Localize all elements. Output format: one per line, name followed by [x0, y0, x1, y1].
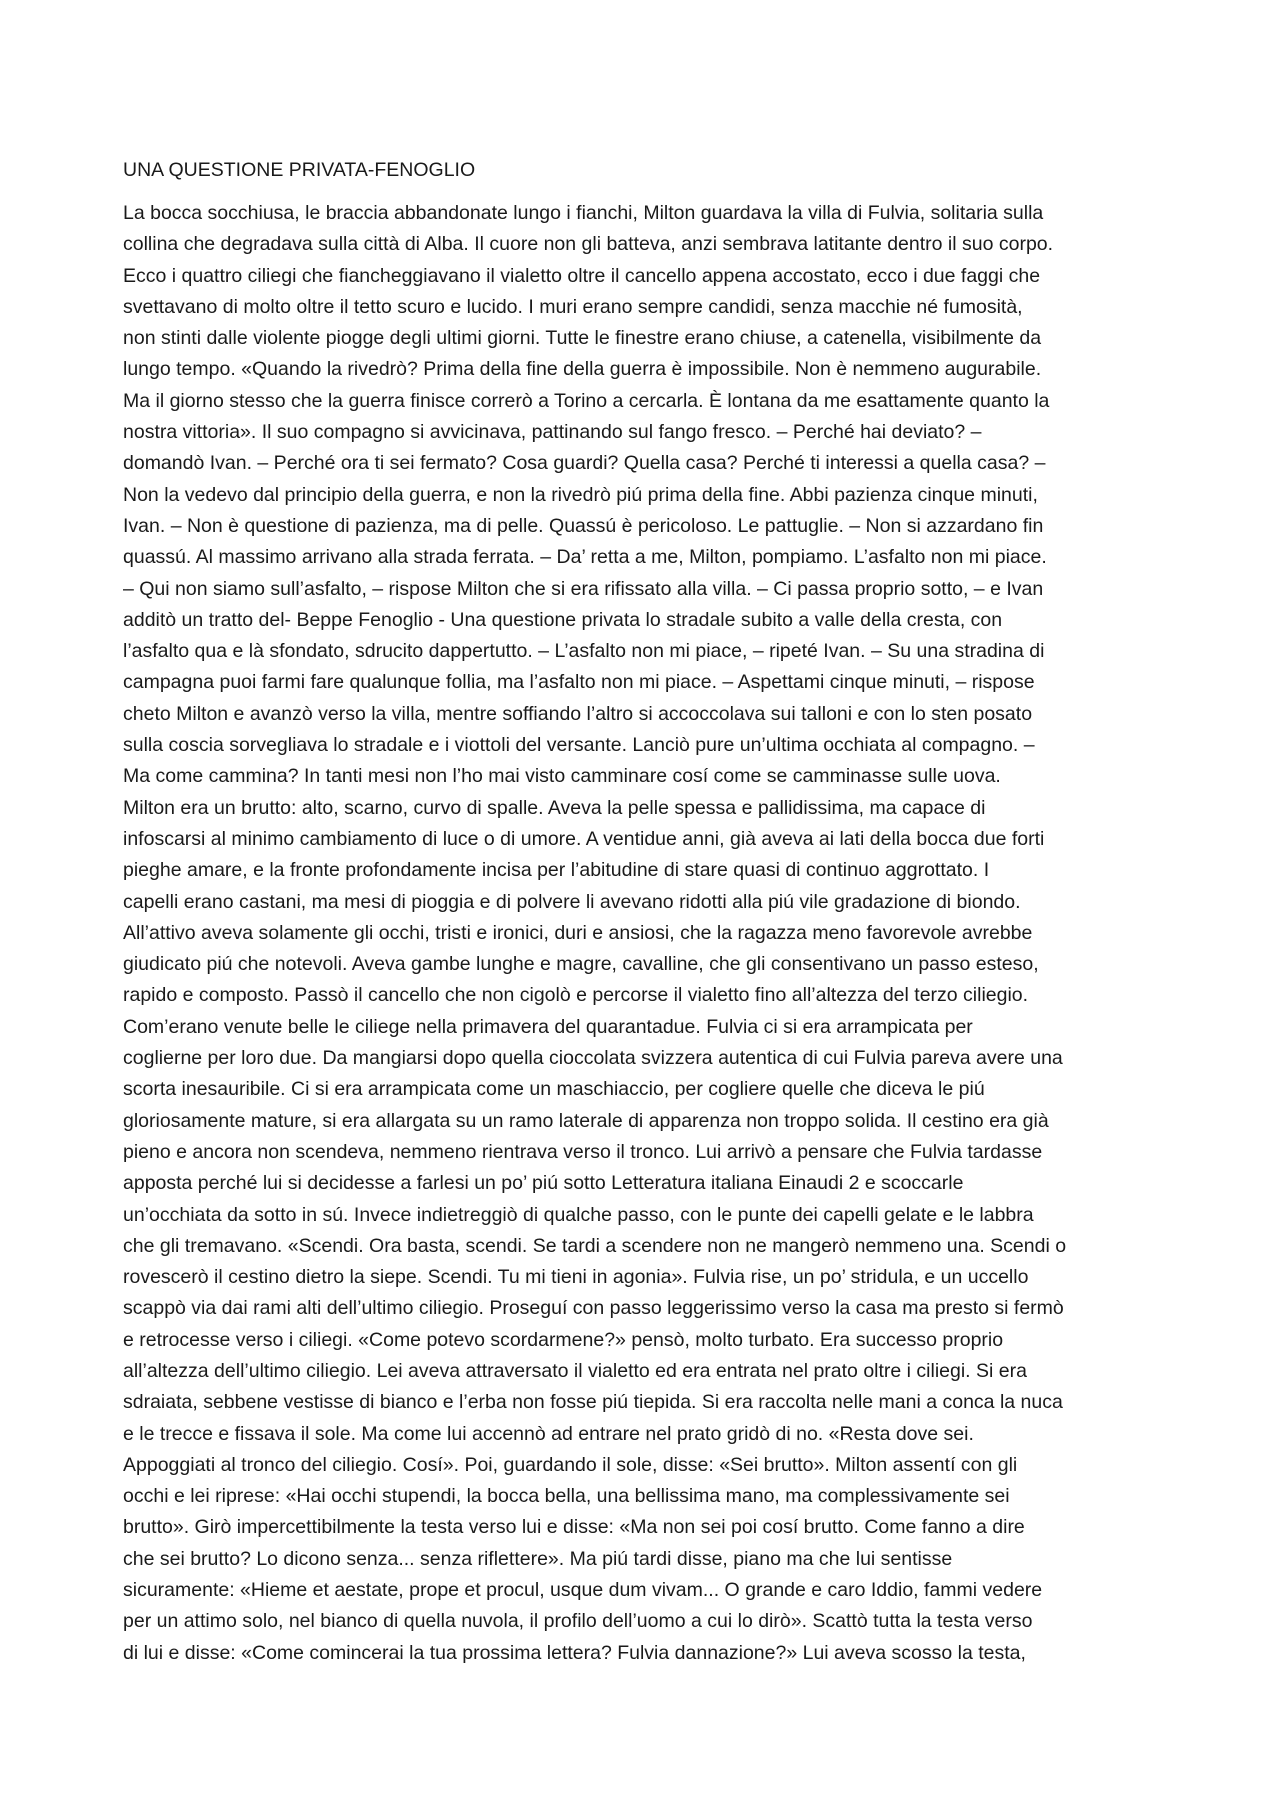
- body-line: campagna puoi farmi fare qualunque follia, ma l’asfalto non mi piace. – Aspettami cinque minuti, – rispose: [123, 671, 1035, 694]
- body-line: La bocca socchiusa, le braccia abbandonate lungo i fianchi, Milton guardava la villa di Fulvia, solitaria sulla: [123, 202, 1044, 224]
- body-line: Appoggiati al tronco del ciliegio. Cosí». Poi, guardando il sole, disse: «Sei brutto». Milton assentí con gli: [123, 1453, 1018, 1476]
- body-line: Ivan. – Non è questione di pazienza, ma di pelle. Quassú è pericoloso. Le pattuglie. – Non si azzardano fin: [123, 514, 1044, 537]
- body-line: che sei brutto? Lo dicono senza... senza riflettere». Ma piú tardi disse, piano ma che lui sentisse: [123, 1547, 953, 1570]
- document-body: [123, 198, 1168, 1669]
- body-line: pieghe amare, e la fronte profondamente incisa per l’abitudine di stare quasi di continuo aggrottato. I: [123, 859, 990, 882]
- body-line: Com’erano venute belle le ciliege nella primavera del quarantadue. Fulvia ci si era arrampicata per: [123, 1015, 973, 1038]
- body-line: rovescerò il cestino dietro la siepe. Scendi. Tu mi tieni in agonia». Fulvia rise, un po’ stridula, e un uccello: [123, 1266, 1029, 1289]
- body-line: capelli erano castani, ma mesi di pioggia e di polvere li avevano ridotti alla piú vile gradazione di biondo.: [123, 890, 1021, 913]
- document-title: UNA QUESTIONE PRIVATA-FENOGLIO: [123, 159, 476, 181]
- body-line: – Qui non siamo sull’asfalto, – rispose Milton che si era rifissato alla villa. – Ci passa proprio sotto, – e Ivan: [123, 577, 1044, 600]
- body-line: giudicato piú che notevoli. Aveva gambe lunghe e magre, cavalline, che gli consentivano un passo esteso,: [123, 953, 1039, 976]
- body-line: apposta perché lui si decidesse a farlesi un po’ piú sotto Letteratura italiana Einaudi 2 e scoccarle: [123, 1172, 964, 1195]
- body-line: e le trecce e fissava il sole. Ma come lui accennò ad entrare nel prato gridò di no. «Resta dove sei.: [123, 1422, 974, 1445]
- body-line: Non la vedevo dal principio della guerra, e non la rivedrò piú prima della fine. Abbi pazienza cinque minuti,: [123, 483, 1038, 506]
- body-line: per un attimo solo, nel bianco di quella nuvola, il profilo dell’uomo a cui lo dirò». Scattò tutta la testa verso: [123, 1610, 1033, 1633]
- body-line: di lui e disse: «Come comincerai la tua prossima lettera? Fulvia dannazione?» Lui aveva scosso la testa,: [123, 1641, 1026, 1664]
- body-line: occhi e lei riprese: «Hai occhi stupendi, la bocca bella, una bellissima mano, ma complessivamente sei: [123, 1485, 1010, 1508]
- body-line: all’altezza dell’ultimo ciliegio. Lei aveva attraversato il vialetto ed era entrata nel prato oltre i ciliegi. Si era: [123, 1359, 1027, 1382]
- body-line: quassú. Al massimo arrivano alla strada ferrata. – Da’ retta a me, Milton, pompiamo. L’asfalto non mi piace.: [123, 546, 1047, 569]
- body-line: coglierne per loro due. Da mangiarsi dopo quella cioccolata svizzera autentica di cui Fulvia pareva avere una: [123, 1047, 1063, 1070]
- body-line: Ma il giorno stesso che la guerra finisce correrò a Torino a cercarla. È lontana da me esattamente quanto la: [123, 389, 1050, 412]
- body-line: lungo tempo. «Quando la rivedrò? Prima della fine della guerra è impossibile. Non è nemmeno augurabile.: [123, 358, 1042, 381]
- document-page: [123, 155, 1168, 1669]
- body-line: sulla coscia sorvegliava lo stradale e i viottoli del versante. Lanciò pure un’ultima occhiata al compagno. –: [123, 734, 1035, 757]
- body-line: svettavano di molto oltre il tetto scuro e lucido. I muri erano sempre candidi, senza macchie né fumosità,: [123, 295, 1023, 318]
- body-line: All’attivo aveva solamente gli occhi, tristi e ironici, duri e ansiosi, che la ragazza meno favorevole avrebbe: [123, 921, 1033, 944]
- body-line: additò un tratto del- Beppe Fenoglio - Una questione privata lo stradale subito a valle della cresta, con: [123, 608, 1003, 631]
- body-line: domandò Ivan. – Perché ora ti sei fermato? Cosa guardi? Quella casa? Perché ti interessi a quella casa? –: [123, 452, 1046, 475]
- body-line: scorta inesauribile. Ci si era arrampicata come un maschiaccio, per cogliere quelle che diceva le piú: [123, 1078, 985, 1101]
- body-line: nostra vittoria». Il suo compagno si avvicinava, pattinando sul fango fresco. – Perché hai deviato? –: [123, 421, 982, 444]
- body-line: l’asfalto qua e là sfondato, sdrucito dappertutto. – L’asfalto non mi piace, – ripeté Ivan. – Su una stradina di: [123, 640, 1045, 663]
- body-line: rapido e composto. Passò il cancello che non cigolò e percorse il vialetto fino all’altezza del terzo ciliegio.: [123, 984, 1029, 1007]
- body-line: non stinti dalle violente piogge degli ultimi giorni. Tutte le finestre erano chiuse, a catenella, visibilmente da: [123, 327, 1042, 350]
- body-line: cheto Milton e avanzò verso la villa, mentre soffiando l’altro si accoccolava sui talloni e con lo sten posato: [123, 702, 1033, 725]
- body-line: Ma come cammina? In tanti mesi non l’ho mai visto camminare cosí come se camminasse sulle uova.: [123, 765, 1001, 788]
- body-line: brutto». Girò impercettibilmente la testa verso lui e disse: «Ma non sei poi cosí brutto. Come fanno a dire: [123, 1516, 1025, 1539]
- body-line: un’occhiata da sotto in sú. Invece indietreggiò di qualche passo, con le punte dei capelli gelate e le labbra: [123, 1203, 1034, 1226]
- body-line: infoscarsi al minimo cambiamento di luce o di umore. A ventidue anni, già aveva ai lati della bocca due forti: [123, 827, 1045, 850]
- body-line: gloriosamente mature, si era allargata su un ramo laterale di apparenza non troppo solida. Il cestino era già: [123, 1109, 1049, 1132]
- body-line: sicuramente: «Hieme et aestate, prope et procul, usque dum vivam... O grande e caro Iddio, fammi vedere: [123, 1579, 1043, 1602]
- body-line: Ecco i quattro ciliegi che fiancheggiavano il vialetto oltre il cancello appena accostato, ecco i due faggi che: [123, 264, 1041, 287]
- body-line: sdraiata, sebbene vestisse di bianco e l’erba non fosse piú tiepida. Si era raccolta nelle mani a conca la nuca: [123, 1391, 1063, 1414]
- body-line: Milton era un brutto: alto, scarno, curvo di spalle. Aveva la pelle spessa e pallidissima, ma capace di: [123, 796, 986, 819]
- body-line: collina che degradava sulla città di Alba. Il cuore non gli batteva, anzi sembrava latitante dentro il suo corpo.: [123, 233, 1054, 256]
- body-line: pieno e ancora non scendeva, nemmeno rientrava verso il tronco. Lui arrivò a pensare che Fulvia tardasse: [123, 1140, 1043, 1163]
- body-line: che gli tremavano. «Scendi. Ora basta, scendi. Se tardi a scendere non ne mangerò nemmeno una. Scendi o: [123, 1234, 1067, 1257]
- body-line: scappò via dai rami alti dell’ultimo ciliegio. Proseguí con passo leggerissimo verso la casa ma presto si fermò: [123, 1297, 1064, 1320]
- body-line: e retrocesse verso i ciliegi. «Come potevo scordarmene?» pensò, molto turbato. Era successo proprio: [123, 1328, 1004, 1351]
